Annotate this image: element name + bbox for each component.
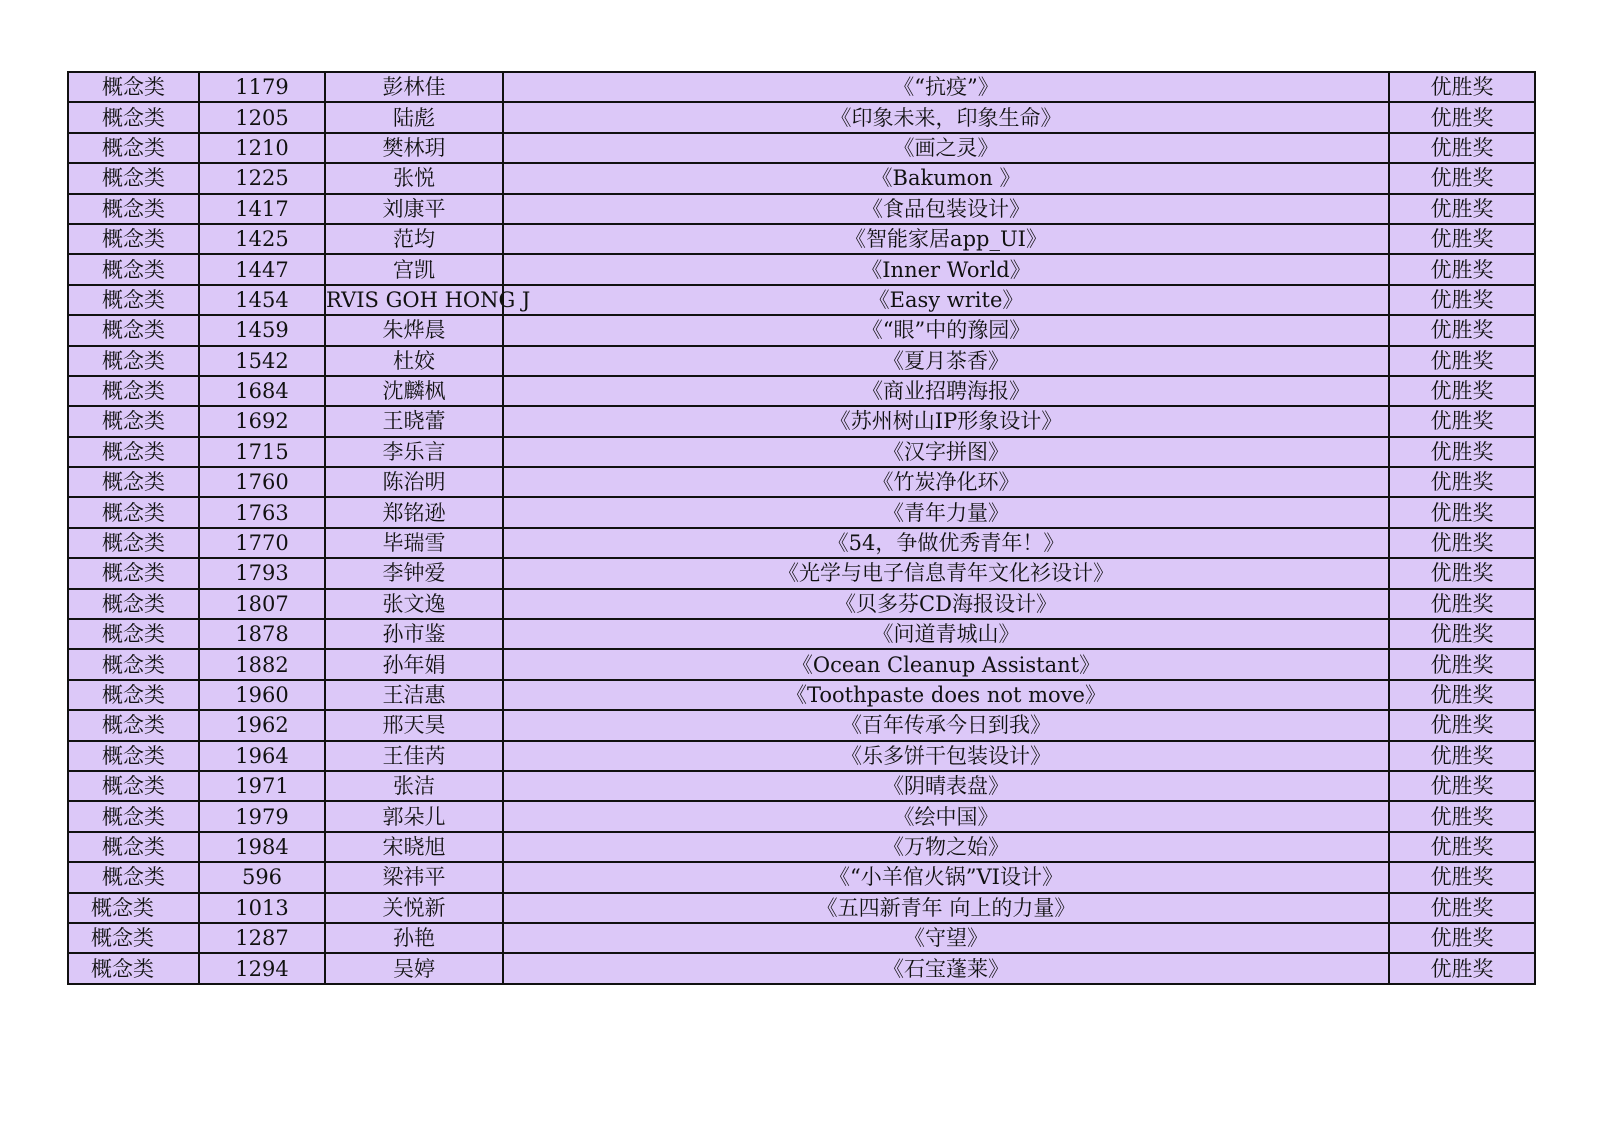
category-cell: 概念类 xyxy=(68,467,199,497)
work-title-cell: 《54，争做优秀青年！》 xyxy=(503,528,1389,558)
work-title-cell: 《守望》 xyxy=(503,923,1389,953)
entry-id-cell: 1793 xyxy=(199,558,325,588)
author-name-cell: 陈治明 xyxy=(325,467,503,497)
table-row xyxy=(68,893,1535,923)
entry-id-cell: 1542 xyxy=(199,346,325,376)
entry-id-cell: 1684 xyxy=(199,376,325,406)
table-row xyxy=(68,619,1535,649)
table-row xyxy=(68,710,1535,740)
work-title-cell: 《Inner World》 xyxy=(503,254,1389,284)
author-name-cell: 宫凯 xyxy=(325,254,503,284)
table-row xyxy=(68,346,1535,376)
category-cell: 概念类 xyxy=(68,102,199,132)
award-cell: 优胜奖 xyxy=(1389,893,1535,923)
award-cell: 优胜奖 xyxy=(1389,315,1535,345)
award-list-sheet xyxy=(67,71,1534,985)
category-cell: 概念类 xyxy=(68,528,199,558)
table-row xyxy=(68,194,1535,224)
entry-id-cell: 1454 xyxy=(199,285,325,315)
author-name-cell: 杜姣 xyxy=(325,346,503,376)
table-row xyxy=(68,224,1535,254)
work-title-cell: 《绘中国》 xyxy=(503,801,1389,831)
entry-id-cell: 1807 xyxy=(199,589,325,619)
table-row xyxy=(68,801,1535,831)
award-cell: 优胜奖 xyxy=(1389,467,1535,497)
work-title-cell: 《青年力量》 xyxy=(503,497,1389,527)
author-name-cell: 张洁 xyxy=(325,771,503,801)
work-title-cell: 《乐多饼干包装设计》 xyxy=(503,741,1389,771)
award-cell: 优胜奖 xyxy=(1389,497,1535,527)
author-name-cell: RVIS GOH HONG J xyxy=(325,285,503,315)
category-cell: 概念类 xyxy=(68,133,199,163)
entry-id-cell: 1692 xyxy=(199,406,325,436)
table-row xyxy=(68,163,1535,193)
category-cell: 概念类 xyxy=(68,741,199,771)
entry-id-cell: 1459 xyxy=(199,315,325,345)
award-cell: 优胜奖 xyxy=(1389,862,1535,892)
category-cell: 概念类 xyxy=(68,923,199,953)
author-name-cell: 关悦新 xyxy=(325,893,503,923)
award-cell: 优胜奖 xyxy=(1389,710,1535,740)
category-cell: 概念类 xyxy=(68,619,199,649)
entry-id-cell: 1013 xyxy=(199,893,325,923)
work-title-cell: 《Easy write》 xyxy=(503,285,1389,315)
category-cell: 概念类 xyxy=(68,801,199,831)
entry-id-cell: 1425 xyxy=(199,224,325,254)
work-title-cell: 《“小羊倌火锅”VI设计》 xyxy=(503,862,1389,892)
category-cell: 概念类 xyxy=(68,72,199,102)
category-cell: 概念类 xyxy=(68,254,199,284)
author-name-cell: 郭朵儿 xyxy=(325,801,503,831)
table-row xyxy=(68,437,1535,467)
table-row xyxy=(68,923,1535,953)
author-name-cell: 彭林佳 xyxy=(325,72,503,102)
category-cell: 概念类 xyxy=(68,163,199,193)
work-title-cell: 《印象未来，印象生命》 xyxy=(503,102,1389,132)
author-name-cell: 毕瑞雪 xyxy=(325,528,503,558)
award-cell: 优胜奖 xyxy=(1389,832,1535,862)
table-row xyxy=(68,862,1535,892)
award-cell: 优胜奖 xyxy=(1389,194,1535,224)
category-cell: 概念类 xyxy=(68,224,199,254)
table-row xyxy=(68,315,1535,345)
entry-id-cell: 596 xyxy=(199,862,325,892)
category-cell: 概念类 xyxy=(68,194,199,224)
entry-id-cell: 1971 xyxy=(199,771,325,801)
author-name-cell: 李乐言 xyxy=(325,437,503,467)
award-cell: 优胜奖 xyxy=(1389,953,1535,983)
author-name-cell: 朱烨晨 xyxy=(325,315,503,345)
author-name-cell: 梁祎平 xyxy=(325,862,503,892)
award-cell: 优胜奖 xyxy=(1389,133,1535,163)
table-row xyxy=(68,528,1535,558)
table-row xyxy=(68,406,1535,436)
award-cell: 优胜奖 xyxy=(1389,163,1535,193)
category-cell: 概念类 xyxy=(68,649,199,679)
table-row xyxy=(68,497,1535,527)
award-cell: 优胜奖 xyxy=(1389,619,1535,649)
author-name-cell: 孙市鉴 xyxy=(325,619,503,649)
work-title-cell: 《商业招聘海报》 xyxy=(503,376,1389,406)
author-name-cell: 孙艳 xyxy=(325,923,503,953)
table-row xyxy=(68,467,1535,497)
entry-id-cell: 1715 xyxy=(199,437,325,467)
award-cell: 优胜奖 xyxy=(1389,771,1535,801)
award-cell: 优胜奖 xyxy=(1389,437,1535,467)
work-title-cell: 《贝多芬CD海报设计》 xyxy=(503,589,1389,619)
work-title-cell: 《光学与电子信息青年文化衫设计》 xyxy=(503,558,1389,588)
award-cell: 优胜奖 xyxy=(1389,558,1535,588)
award-cell: 优胜奖 xyxy=(1389,406,1535,436)
author-name-cell: 沈麟枫 xyxy=(325,376,503,406)
work-title-cell: 《石宝蓬莱》 xyxy=(503,953,1389,983)
category-cell: 概念类 xyxy=(68,497,199,527)
category-cell: 概念类 xyxy=(68,832,199,862)
author-name-cell: 王佳芮 xyxy=(325,741,503,771)
author-name-cell: 吴婷 xyxy=(325,953,503,983)
category-cell: 概念类 xyxy=(68,953,199,983)
work-title-cell: 《“抗疫”》 xyxy=(503,72,1389,102)
work-title-cell: 《智能家居app_UI》 xyxy=(503,224,1389,254)
entry-id-cell: 1210 xyxy=(199,133,325,163)
author-name-cell: 张文逸 xyxy=(325,589,503,619)
entry-id-cell: 1294 xyxy=(199,953,325,983)
work-title-cell: 《Ocean Cleanup Assistant》 xyxy=(503,649,1389,679)
award-cell: 优胜奖 xyxy=(1389,801,1535,831)
category-cell: 概念类 xyxy=(68,862,199,892)
category-cell: 概念类 xyxy=(68,346,199,376)
work-title-cell: 《Bakumon 》 xyxy=(503,163,1389,193)
award-cell: 优胜奖 xyxy=(1389,254,1535,284)
award-cell: 优胜奖 xyxy=(1389,741,1535,771)
work-title-cell: 《食品包装设计》 xyxy=(503,194,1389,224)
category-cell: 概念类 xyxy=(68,771,199,801)
author-name-cell: 宋晓旭 xyxy=(325,832,503,862)
work-title-cell: 《百年传承今日到我》 xyxy=(503,710,1389,740)
table-row xyxy=(68,72,1535,102)
entry-id-cell: 1882 xyxy=(199,649,325,679)
entry-id-cell: 1962 xyxy=(199,710,325,740)
author-name-cell: 王晓蕾 xyxy=(325,406,503,436)
entry-id-cell: 1417 xyxy=(199,194,325,224)
author-name-cell: 樊林玥 xyxy=(325,133,503,163)
work-title-cell: 《汉字拼图》 xyxy=(503,437,1389,467)
table-row xyxy=(68,558,1535,588)
table-row xyxy=(68,133,1535,163)
author-name-cell: 陆彪 xyxy=(325,102,503,132)
entry-id-cell: 1287 xyxy=(199,923,325,953)
author-name-cell: 邢天昊 xyxy=(325,710,503,740)
category-cell: 概念类 xyxy=(68,710,199,740)
table-row xyxy=(68,254,1535,284)
table-row xyxy=(68,741,1535,771)
author-name-cell: 范均 xyxy=(325,224,503,254)
work-title-cell: 《画之灵》 xyxy=(503,133,1389,163)
table-row xyxy=(68,285,1535,315)
work-title-cell: 《问道青城山》 xyxy=(503,619,1389,649)
award-cell: 优胜奖 xyxy=(1389,589,1535,619)
table-row xyxy=(68,376,1535,406)
category-cell: 概念类 xyxy=(68,315,199,345)
award-cell: 优胜奖 xyxy=(1389,376,1535,406)
award-cell: 优胜奖 xyxy=(1389,285,1535,315)
award-cell: 优胜奖 xyxy=(1389,923,1535,953)
table-row xyxy=(68,589,1535,619)
author-name-cell: 王洁惠 xyxy=(325,680,503,710)
work-title-cell: 《竹炭净化环》 xyxy=(503,467,1389,497)
work-title-cell: 《阴晴表盘》 xyxy=(503,771,1389,801)
award-cell: 优胜奖 xyxy=(1389,102,1535,132)
category-cell: 概念类 xyxy=(68,558,199,588)
entry-id-cell: 1960 xyxy=(199,680,325,710)
entry-id-cell: 1205 xyxy=(199,102,325,132)
award-cell: 优胜奖 xyxy=(1389,346,1535,376)
award-cell: 优胜奖 xyxy=(1389,680,1535,710)
table-row xyxy=(68,832,1535,862)
award-table xyxy=(67,71,1536,985)
category-cell: 概念类 xyxy=(68,376,199,406)
entry-id-cell: 1225 xyxy=(199,163,325,193)
entry-id-cell: 1760 xyxy=(199,467,325,497)
entry-id-cell: 1964 xyxy=(199,741,325,771)
author-name-cell: 李钟爱 xyxy=(325,558,503,588)
category-cell: 概念类 xyxy=(68,680,199,710)
table-row xyxy=(68,680,1535,710)
author-name-cell: 刘康平 xyxy=(325,194,503,224)
entry-id-cell: 1878 xyxy=(199,619,325,649)
entry-id-cell: 1179 xyxy=(199,72,325,102)
award-cell: 优胜奖 xyxy=(1389,224,1535,254)
entry-id-cell: 1770 xyxy=(199,528,325,558)
award-table-body xyxy=(68,72,1535,984)
work-title-cell: 《苏州树山IP形象设计》 xyxy=(503,406,1389,436)
table-row xyxy=(68,102,1535,132)
category-cell: 概念类 xyxy=(68,406,199,436)
award-cell: 优胜奖 xyxy=(1389,649,1535,679)
work-title-cell: 《Toothpaste does not move》 xyxy=(503,680,1389,710)
category-cell: 概念类 xyxy=(68,589,199,619)
award-cell: 优胜奖 xyxy=(1389,528,1535,558)
author-name-cell: 张悦 xyxy=(325,163,503,193)
award-cell: 优胜奖 xyxy=(1389,72,1535,102)
work-title-cell: 《五四新青年 向上的力量》 xyxy=(503,893,1389,923)
table-row xyxy=(68,953,1535,983)
author-name-cell: 孙年娟 xyxy=(325,649,503,679)
entry-id-cell: 1984 xyxy=(199,832,325,862)
work-title-cell: 《夏月茶香》 xyxy=(503,346,1389,376)
table-row xyxy=(68,771,1535,801)
entry-id-cell: 1979 xyxy=(199,801,325,831)
author-name-cell: 郑铭逊 xyxy=(325,497,503,527)
category-cell: 概念类 xyxy=(68,437,199,467)
category-cell: 概念类 xyxy=(68,285,199,315)
work-title-cell: 《“眼”中的豫园》 xyxy=(503,315,1389,345)
category-cell: 概念类 xyxy=(68,893,199,923)
table-row xyxy=(68,649,1535,679)
work-title-cell: 《万物之始》 xyxy=(503,832,1389,862)
entry-id-cell: 1763 xyxy=(199,497,325,527)
entry-id-cell: 1447 xyxy=(199,254,325,284)
